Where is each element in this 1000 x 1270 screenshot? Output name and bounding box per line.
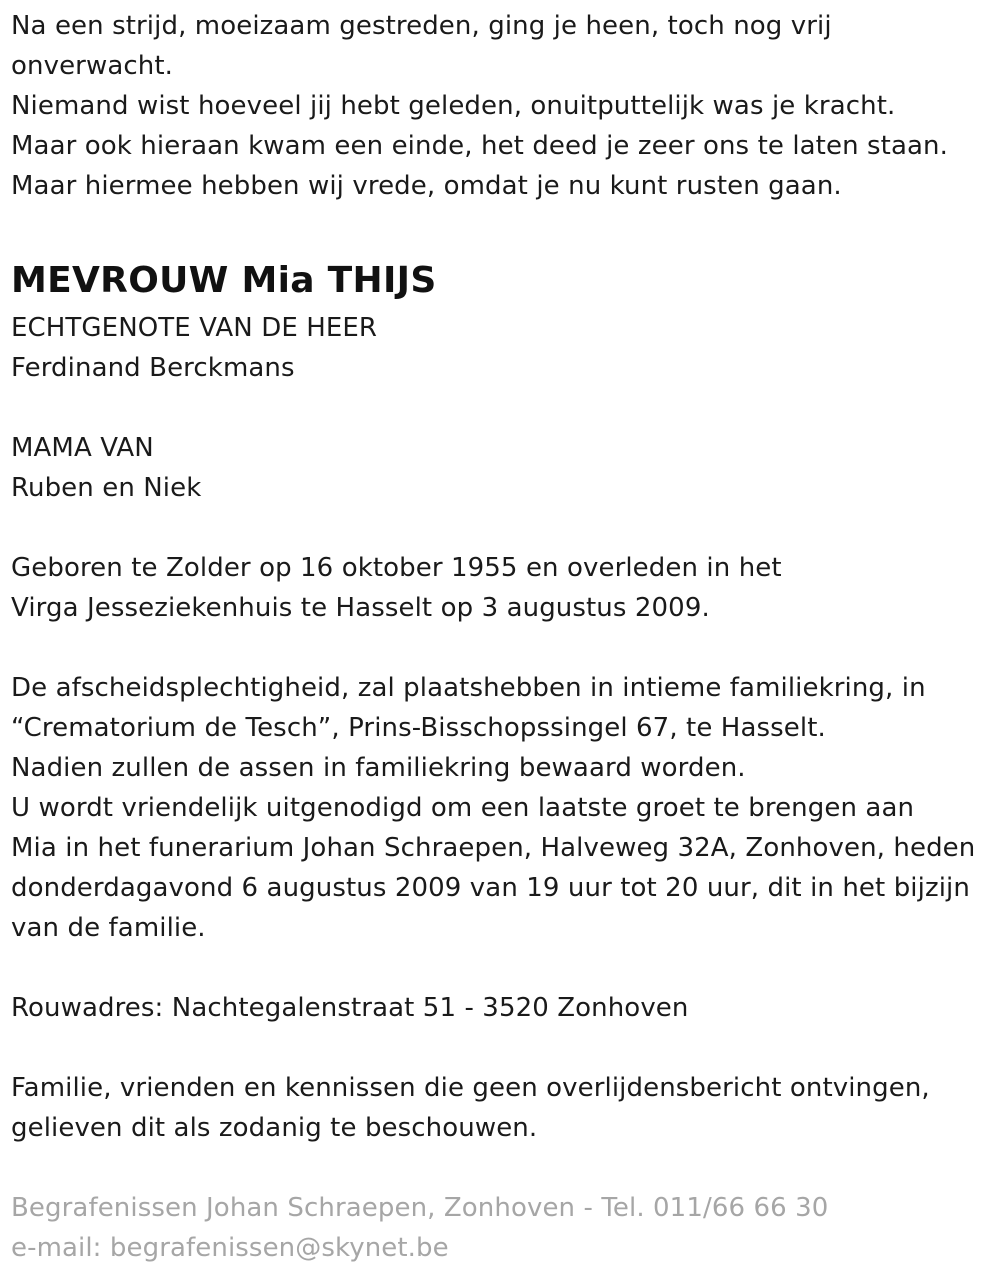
- poem-line: Maar hiermee hebben wij vrede, omdat je nu kunt rusten gaan.: [11, 171, 842, 201]
- ceremony-line: Nadien zullen de assen in familiekring bewaard worden.: [11, 753, 746, 783]
- poem-line: onverwacht.: [11, 51, 173, 81]
- ceremony-line: donderdagavond 6 augustus 2009 van 19 uur tot 20 uur, dit in het bijzijn: [11, 873, 970, 903]
- children-names: Ruben en Niek: [11, 473, 202, 503]
- funeral-email[interactable]: e-mail: begrafenissen@skynet.be: [11, 1233, 449, 1263]
- birth-death-line: Geboren te Zolder op 16 oktober 1955 en overleden in het: [11, 553, 782, 583]
- poem-line: Niemand wist hoeveel jij hebt geleden, onuitputtelijk was je kracht.: [11, 91, 896, 121]
- birth-death-info: [11, 548, 991, 628]
- notice-line: gelieven dit als zodanig te beschouwen.: [11, 1113, 538, 1143]
- ceremony-line: U wordt vriendelijk uitgenodigd om een laatste groet te brengen aan: [11, 793, 915, 823]
- notice: [11, 1068, 991, 1148]
- mourning-address: Rouwadres: Nachtegalenstraat 51 - 3520 Zonhoven: [11, 993, 689, 1023]
- ceremony-line: “Crematorium de Tesch”, Prins-Bisschopssingel 67, te Hasselt.: [11, 713, 826, 743]
- ceremony-line: De afscheidsplechtigheid, zal plaatshebben in intieme familiekring, in: [11, 673, 926, 703]
- poem-line: Na een strijd, moeizaam gestreden, ging je heen, toch nog vrij: [11, 11, 832, 41]
- spouse-name: Ferdinand Berckmans: [11, 353, 295, 383]
- birth-death-line: Virga Jesseziekenhuis te Hasselt op 3 augustus 2009.: [11, 593, 710, 623]
- notice-line: Familie, vrienden en kennissen die geen overlijdensbericht ontvingen,: [11, 1073, 930, 1103]
- ceremony-info: [11, 668, 991, 948]
- spacer: [11, 628, 991, 668]
- children-title: MAMA VAN: [11, 433, 154, 463]
- ceremony-line: van de familie.: [11, 913, 206, 943]
- spacer: [11, 508, 991, 548]
- spacer: [11, 388, 991, 428]
- footer: [11, 1188, 991, 1268]
- spouse-title: ECHTGENOTE VAN DE HEER: [11, 313, 378, 343]
- spacer: [11, 1028, 991, 1068]
- spacer: [11, 948, 991, 988]
- poem: [11, 6, 991, 206]
- ceremony-line: Mia in het funerarium Johan Schraepen, Halveweg 32A, Zonhoven, heden: [11, 833, 976, 863]
- spacer: [11, 1148, 991, 1188]
- funeral-company: Begrafenissen Johan Schraepen, Zonhoven - Tel. 011/66 66 30: [11, 1193, 829, 1223]
- death-notice: [11, 6, 991, 1268]
- deceased-name: MEVROUW Mia THIJS: [11, 260, 437, 301]
- spacer: [11, 206, 991, 254]
- poem-line: Maar ook hieraan kwam een einde, het deed je zeer ons te laten staan.: [11, 131, 948, 161]
- deceased-info: [11, 254, 991, 508]
